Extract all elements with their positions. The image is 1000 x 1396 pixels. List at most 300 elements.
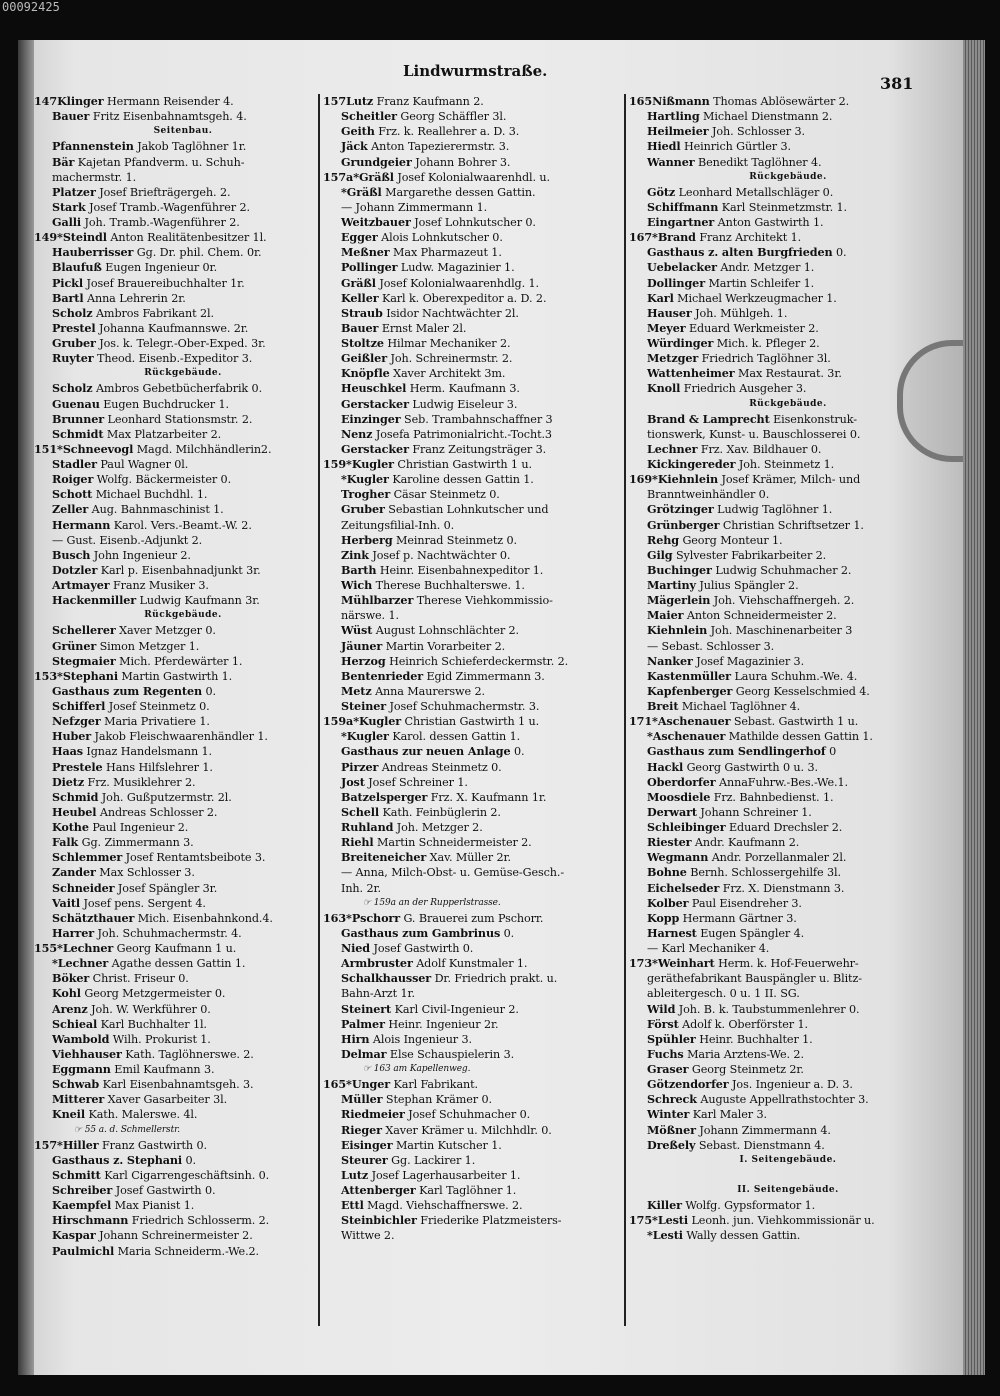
resident-name: Wild — [647, 1001, 676, 1016]
resident-details: Bahn-Arzt 1r. — [341, 987, 415, 1001]
resident-details: Xav. Müller 2r. — [426, 851, 511, 865]
resident-name: Wattenheimer — [647, 366, 735, 381]
resident-name: Scheitler — [341, 109, 397, 124]
resident-name: Gasthaus z. alten Burgfrieden — [647, 245, 833, 260]
resident-details: Isidor Nachtwächter 2l. — [382, 306, 519, 320]
resident-name: Gräßl — [341, 275, 376, 290]
directory-entry — [34, 639, 332, 654]
resident-name: Hirn — [341, 1031, 370, 1046]
section-heading: Rückgebäude. — [749, 398, 827, 409]
resident-name: Guenau — [52, 396, 100, 411]
directory-entry — [323, 230, 621, 245]
resident-details: Heinr. Buchhalter 1. — [695, 1032, 813, 1046]
resident-name: Böker — [52, 971, 90, 986]
resident-details: Josef Magazinier 3. — [692, 654, 805, 668]
scan-id: 00092425 — [2, 0, 60, 14]
resident-details: Friedrich Schlosserm. 2. — [128, 1214, 270, 1228]
resident-details: Josef p. Nachtwächter 0. — [368, 548, 511, 562]
spacer-line — [629, 1168, 947, 1183]
section-heading: Rückgebäude. — [144, 368, 222, 379]
resident-name: Klinger — [57, 94, 104, 108]
directory-entry — [629, 336, 947, 351]
resident-details: Anton Tapezierermstr. 3. — [367, 140, 510, 154]
directory-entry — [323, 639, 621, 654]
resident-name: Würdinger — [647, 336, 714, 350]
resident-details: Zeitungsfilial-Inh. 0. — [341, 518, 455, 532]
resident-name: Gruber — [52, 336, 96, 350]
resident-name: Busch — [52, 547, 91, 562]
resident-details: Gg. Zimmermann 3. — [78, 836, 194, 850]
resident-details: Ignaz Handelsmann 1. — [82, 745, 212, 759]
resident-details: Wolfg. Bäckermeister 0. — [93, 473, 232, 487]
house-number: 169* — [629, 472, 658, 487]
resident-name: Jäuner — [341, 638, 383, 653]
directory-entry — [323, 805, 621, 820]
directory-entry — [34, 518, 332, 533]
resident-name: Moosdiele — [647, 789, 711, 804]
resident-name: Palmer — [341, 1016, 385, 1031]
resident-details: Christ. Friseur 0. — [89, 972, 189, 986]
resident-name: Wegmann — [647, 850, 709, 865]
resident-name: *Lechner — [52, 956, 109, 971]
resident-details: Joh. Schreinermstr. 2. — [386, 352, 513, 366]
resident-details: Alois Lohnkutscher 0. — [377, 231, 503, 245]
directory-entry — [323, 790, 621, 805]
resident-name: Blaufuß — [52, 260, 102, 275]
directory-entry — [323, 835, 621, 850]
resident-name: Vaitl — [52, 895, 81, 910]
resident-name: Schifferl — [52, 699, 106, 713]
resident-name: Kugler — [358, 714, 402, 729]
resident-details: Wilh. Prokurist 1. — [109, 1032, 211, 1046]
directory-entry — [629, 850, 947, 865]
resident-details: Christian Gastwirth 1 u. — [393, 458, 532, 471]
directory-entry — [34, 1107, 332, 1122]
resident-name: Herzog — [341, 653, 386, 668]
resident-name: Graser — [647, 1062, 689, 1076]
resident-name: Hauberrisser — [52, 245, 134, 260]
resident-name: Grundgeier — [341, 154, 412, 169]
directory-entry — [629, 1123, 947, 1138]
resident-name: Martiny — [647, 578, 696, 592]
resident-details: Maria Arztens-We. 2. — [683, 1047, 804, 1061]
directory-entry — [629, 744, 947, 759]
resident-details: Joh. W. Werkführer 0. — [87, 1002, 211, 1016]
resident-name: Geißler — [341, 351, 387, 366]
resident-details: Ambros Gebetbücherfabrik 0. — [92, 382, 263, 396]
resident-details: G. Brauerei zum Pschorr. — [400, 911, 544, 925]
resident-name: Maier — [647, 608, 684, 623]
directory-entry — [323, 1213, 621, 1228]
resident-details: Andreas Steinmetz 0. — [378, 760, 502, 774]
resident-name: Prestel — [52, 320, 96, 335]
resident-name: Artmayer — [52, 578, 110, 592]
house-number: 157a* — [323, 169, 359, 184]
resident-details: Meinrad Steinmetz 0. — [392, 533, 518, 547]
resident-name: Harnest — [647, 925, 697, 940]
directory-entry — [323, 548, 621, 563]
resident-name: Breiteneicher — [341, 850, 427, 865]
resident-name: Riedmeier — [341, 1107, 405, 1122]
resident-name: Wich — [341, 578, 373, 592]
directory-entry — [323, 1168, 621, 1183]
resident-name: Buchinger — [647, 562, 712, 577]
resident-details: Georg Kaufmann 1 u. — [113, 942, 237, 955]
directory-entry — [629, 729, 947, 744]
directory-entry — [323, 336, 621, 351]
resident-details: Georg Kesselschmied 4. — [732, 684, 870, 698]
resident-details: Egid Zimmermann 3. — [423, 669, 545, 683]
resident-name: Müller — [341, 1092, 383, 1107]
directory-entry — [323, 139, 621, 154]
resident-details: Inh. 2r. — [341, 881, 381, 895]
resident-details: Wolfg. Gypsformator 1. — [681, 1199, 816, 1213]
resident-details: Frz. X. Kaufmann 1r. — [427, 790, 547, 804]
resident-details: Auguste Appellrathstochter 3. — [696, 1093, 869, 1107]
directory-entry — [34, 835, 332, 850]
resident-details: Joh. Tramb.-Wagenführer 2. — [81, 216, 240, 229]
resident-name: Weitzbauer — [341, 215, 411, 229]
resident-name: Nenz — [341, 426, 373, 441]
resident-details: — Anna, Milch-Obst- u. Gemüse-Gesch.- — [341, 866, 565, 880]
address-note: ☞ 55 a. d. Schmellerstr. — [74, 1124, 181, 1135]
resident-details: Anna Lehrerin 2r. — [83, 291, 186, 305]
resident-details: machermstr. 1. — [52, 170, 137, 184]
resident-details: Christian Gastwirth 1 u. — [401, 715, 540, 729]
directory-entry — [629, 881, 947, 896]
directory-entry — [629, 608, 947, 623]
resident-name: Kolber — [647, 895, 689, 910]
resident-name: Meßner — [341, 245, 390, 260]
section-heading: Rückgebäude. — [144, 610, 222, 621]
resident-name: Kastenmüller — [647, 668, 731, 683]
street-title: Lindwurmstraße. — [403, 62, 548, 80]
resident-name: Lutz — [346, 94, 374, 108]
resident-name: Wüst — [341, 623, 373, 638]
resident-name: Schreck — [647, 1092, 697, 1107]
resident-details: Martin Schleifer 1. — [704, 276, 815, 290]
resident-details: Eduard Werkmeister 2. — [685, 321, 819, 335]
resident-name: Scholz — [52, 305, 93, 320]
resident-details: Josef Lagerhausarbeiter 1. — [368, 1168, 521, 1182]
directory-entry — [323, 1228, 621, 1243]
resident-name: Steindl — [62, 230, 107, 245]
directory-entry — [629, 487, 947, 502]
directory-entry — [323, 472, 621, 487]
resident-details: — Karl Mechaniker 4. — [647, 942, 770, 955]
resident-details: Hermann Gärtner 3. — [679, 911, 797, 925]
resident-details: Magd. Milchhändlerin2. — [133, 442, 272, 456]
resident-details: AnnaFuhrw.-Bes.-We.1. — [715, 775, 848, 789]
resident-details: Else Schauspielerin 3. — [386, 1047, 515, 1061]
directory-entry — [323, 760, 621, 775]
resident-name: Straub — [341, 305, 383, 320]
resident-name: Kohl — [52, 986, 81, 1001]
resident-name: Haas — [52, 744, 83, 759]
resident-details: Emil Kaufmann 3. — [110, 1063, 215, 1076]
directory-entry — [34, 563, 332, 578]
directory-entry — [629, 1107, 947, 1122]
resident-details: Ernst Maler 2l. — [378, 321, 467, 335]
resident-name: Heuschkel — [341, 381, 407, 396]
directory-entry — [629, 1062, 947, 1077]
directory-entry — [323, 1138, 621, 1153]
resident-details: Frz. Musiklehrer 2. — [84, 775, 196, 789]
resident-name: Gasthaus zur neuen Anlage — [341, 744, 511, 759]
resident-details: Seb. Trambahnschaffner 3 — [400, 412, 553, 426]
resident-name: Steinert — [341, 1001, 392, 1016]
resident-name: Jäck — [341, 139, 368, 154]
resident-name: Bauer — [52, 109, 90, 124]
resident-name: Gilg — [647, 547, 673, 562]
directory-entry — [323, 155, 621, 170]
directory-entry — [629, 124, 947, 139]
directory-entry — [34, 351, 332, 366]
house-number: 157* — [34, 1137, 63, 1152]
resident-details: — Sebast. Schlosser 3. — [647, 639, 775, 653]
resident-details: Michael Dienstmann 2. — [699, 110, 833, 124]
resident-name: Stark — [52, 199, 86, 214]
directory-entry — [323, 911, 621, 926]
directory-entry — [34, 336, 332, 351]
directory-entry — [629, 669, 947, 684]
resident-details: Adolf Kunstmaler 1. — [412, 957, 528, 971]
directory-entry — [34, 139, 332, 154]
directory-entry — [629, 548, 947, 563]
directory-entry — [629, 684, 947, 699]
section-heading: Seitenbau. — [153, 126, 213, 137]
resident-details: Gg. Dr. phil. Chem. 0r. — [133, 246, 262, 260]
resident-details: Karl Maler 3. — [689, 1108, 767, 1122]
resident-details: Josef Krämer, Milch- und — [718, 473, 861, 487]
resident-details: Wittwe 2. — [341, 1229, 395, 1243]
resident-details: Heinr. Eisenbahnexpeditor 1. — [376, 563, 544, 577]
resident-details: Franz Zeitungsträger 3. — [408, 442, 547, 456]
resident-details: Karl Buchhalter 1l. — [97, 1017, 207, 1031]
directory-entry — [323, 714, 621, 729]
directory-entry — [323, 623, 621, 638]
directory-entry — [323, 321, 621, 336]
resident-details: Georg Metzgermeister 0. — [80, 987, 226, 1001]
directory-entry — [34, 1047, 332, 1062]
resident-name: Pirzer — [341, 759, 379, 774]
resident-details: Josef Rentamtsbeibote 3. — [122, 851, 266, 865]
directory-entry — [34, 185, 332, 200]
resident-details: Cäsar Steinmetz 0. — [390, 488, 500, 502]
resident-name: Jost — [341, 774, 365, 789]
directory-entry — [34, 487, 332, 502]
directory-entry — [323, 1032, 621, 1047]
resident-name: Egger — [341, 230, 378, 245]
resident-details: Herm. Kaufmann 3. — [406, 382, 520, 396]
directory-entry — [629, 714, 947, 729]
house-number: 157 — [323, 94, 347, 108]
directory-entry — [629, 699, 947, 714]
resident-name: Pschorr — [351, 910, 401, 925]
resident-name: Dotzler — [52, 562, 98, 577]
directory-entry — [629, 790, 947, 805]
directory-entry — [629, 654, 947, 669]
directory-entry — [629, 1032, 947, 1047]
directory-entry — [323, 1198, 621, 1213]
directory-entry — [34, 986, 332, 1001]
column-left — [34, 94, 332, 1259]
resident-name: Schmid — [52, 789, 99, 804]
directory-entry — [629, 366, 947, 381]
resident-details: Dr. Friedrich prakt. u. — [431, 972, 558, 986]
resident-details: Therese Buchhalterswe. 1. — [372, 579, 525, 592]
resident-name: Dietz — [52, 774, 85, 789]
resident-details: Eduard Drechsler 2. — [725, 821, 843, 834]
directory-entry — [629, 1017, 947, 1032]
resident-details: Joh. Metzger 2. — [393, 821, 483, 834]
resident-name: Attenberger — [341, 1183, 416, 1197]
house-number: 175* — [629, 1213, 658, 1228]
directory-entry — [629, 412, 947, 427]
directory-entry — [34, 109, 332, 124]
directory-entry — [34, 911, 332, 926]
resident-name: Gasthaus zum Gambrinus — [341, 925, 501, 940]
directory-entry — [34, 291, 332, 306]
resident-name: Först — [647, 1016, 679, 1031]
resident-details: Max Pharmazeut 1. — [389, 246, 502, 260]
section-heading: II. Seitengebäude. — [737, 1185, 839, 1195]
resident-name: Oberdorfer — [647, 774, 716, 789]
resident-name: Schleibinger — [647, 820, 726, 834]
resident-details: Anton Realitätenbesitzer 1l. — [106, 231, 267, 245]
directory-entry — [34, 1002, 332, 1017]
directory-entry — [629, 139, 947, 154]
resident-details: Leonhard Stationsmstr. 2. — [104, 412, 253, 426]
resident-name: Knöpfle — [341, 366, 390, 381]
resident-name: Schneider — [52, 880, 115, 895]
resident-details: Karl Civil-Ingenieur 2. — [391, 1002, 519, 1016]
resident-name: Killer — [647, 1198, 682, 1213]
directory-entry — [34, 155, 332, 170]
resident-name: Eingartner — [647, 215, 715, 229]
resident-name: Herberg — [341, 532, 393, 547]
directory-entry — [629, 896, 947, 911]
resident-name: Hackl — [647, 759, 684, 774]
resident-name: Uebelacker — [647, 260, 717, 275]
resident-name: Eisinger — [341, 1137, 393, 1152]
directory-entry — [323, 457, 621, 472]
directory-entry — [629, 1077, 947, 1092]
resident-name: Pfannenstein — [52, 139, 134, 154]
resident-details: John Ingenieur 2. — [90, 548, 191, 562]
directory-entry — [629, 442, 947, 457]
resident-details: Magd. Viehschaffnerswe. 2. — [363, 1199, 523, 1213]
directory-entry — [323, 563, 621, 578]
directory-entry — [323, 926, 621, 941]
resident-details: Sylvester Fabrikarbeiter 2. — [672, 548, 827, 562]
resident-details: Bernh. Schlossergehilfe 3l. — [686, 866, 841, 880]
directory-entry — [323, 1183, 621, 1198]
directory-entry — [629, 1002, 947, 1017]
resident-details: Joh. Gußputzermstr. 2l. — [98, 790, 232, 804]
resident-details: Josef Gastwirth 0. — [370, 942, 474, 955]
directory-entry — [34, 956, 332, 971]
resident-details: Ludwig Schuhmacher 2. — [711, 563, 852, 577]
resident-details: Therese Viehkommissio- — [413, 594, 553, 608]
resident-details: Heinrich Schieferdeckermstr. 2. — [385, 654, 569, 668]
resident-details: Joh. Schlosser 3. — [708, 125, 805, 139]
directory-entry — [323, 397, 621, 412]
directory-entry — [629, 911, 947, 926]
resident-name: Grünberger — [647, 517, 720, 532]
resident-details: Friederike Platzmeisters- — [416, 1214, 562, 1228]
resident-details: ableitergesch. 0 u. 1 II. SG. — [647, 987, 800, 1001]
resident-details: Kath. Malerswe. 4l. — [84, 1108, 198, 1122]
directory-entry — [34, 1198, 332, 1213]
resident-name: Metzger — [647, 351, 699, 366]
directory-entry — [629, 941, 947, 956]
resident-name: Steurer — [341, 1152, 388, 1167]
resident-details: Joh. Maschinenarbeiter 3 — [707, 624, 853, 638]
resident-details: Hans Hilfslehrer 1. — [102, 760, 213, 774]
resident-details: Josef Tramb.-Wagenführer 2. — [85, 200, 250, 214]
column-middle — [318, 94, 621, 1326]
resident-name: Kaspar — [52, 1228, 96, 1243]
resident-name: Nefzger — [52, 714, 101, 729]
resident-details: Martin Kutscher 1. — [392, 1138, 502, 1152]
resident-name: Götz — [647, 184, 676, 199]
resident-name: Zeller — [52, 502, 89, 517]
directory-entry — [629, 578, 947, 593]
resident-name: Schott — [52, 487, 93, 502]
resident-name: Hauser — [647, 305, 692, 320]
resident-details: Josef Gastwirth 0. — [112, 1184, 216, 1197]
resident-name: Schätzthauer — [52, 910, 135, 925]
resident-details: Christian Schriftsetzer 1. — [719, 518, 864, 532]
resident-details: 0. — [832, 246, 847, 260]
resident-details: Josef Schuhmacher 0. — [404, 1108, 531, 1122]
resident-name: Metz — [341, 683, 372, 698]
resident-name: Schmitt — [52, 1167, 101, 1182]
resident-name: Gasthaus zum Sendlingerhof — [647, 744, 826, 759]
directory-entry — [629, 321, 947, 336]
resident-details: Theod. Eisenb.-Expeditor 3. — [93, 352, 253, 366]
resident-details: Friedrich Taglöhner 3l. — [698, 352, 831, 366]
directory-entry — [629, 760, 947, 775]
house-number: 151* — [34, 441, 63, 456]
resident-details: Paul Eisendreher 3. — [688, 896, 802, 910]
resident-details: Frz. Xav. Bildhauer 0. — [697, 442, 822, 456]
directory-entry — [323, 291, 621, 306]
resident-name: Keller — [341, 290, 379, 305]
book-spine — [18, 40, 34, 1375]
resident-details: Margarethe dessen Gattin. — [381, 185, 536, 199]
section-heading: I. Seitengebäude. — [739, 1154, 837, 1165]
directory-entry — [629, 1213, 947, 1228]
directory-entry — [323, 94, 621, 109]
directory-entry — [323, 381, 621, 396]
resident-name: Huber — [52, 729, 92, 744]
house-number: 171* — [629, 714, 658, 729]
resident-name: Gräßl — [358, 169, 394, 184]
directory-entry — [323, 1092, 621, 1107]
resident-details: Johann Schreinermeister 2. — [95, 1229, 253, 1243]
resident-name: Steinbichler — [341, 1213, 417, 1228]
resident-details: Kath. Taglöhnerswe. 2. — [121, 1047, 254, 1061]
resident-details: Ludwig Kaufmann 3r. — [136, 594, 260, 608]
directory-entry — [629, 563, 947, 578]
resident-name: Mößner — [647, 1122, 696, 1137]
directory-entry — [323, 276, 621, 291]
resident-name: Bauer — [341, 320, 379, 335]
resident-details: Sebastian Lohnkutscher und — [384, 503, 549, 517]
house-number: 159a* — [323, 714, 359, 729]
